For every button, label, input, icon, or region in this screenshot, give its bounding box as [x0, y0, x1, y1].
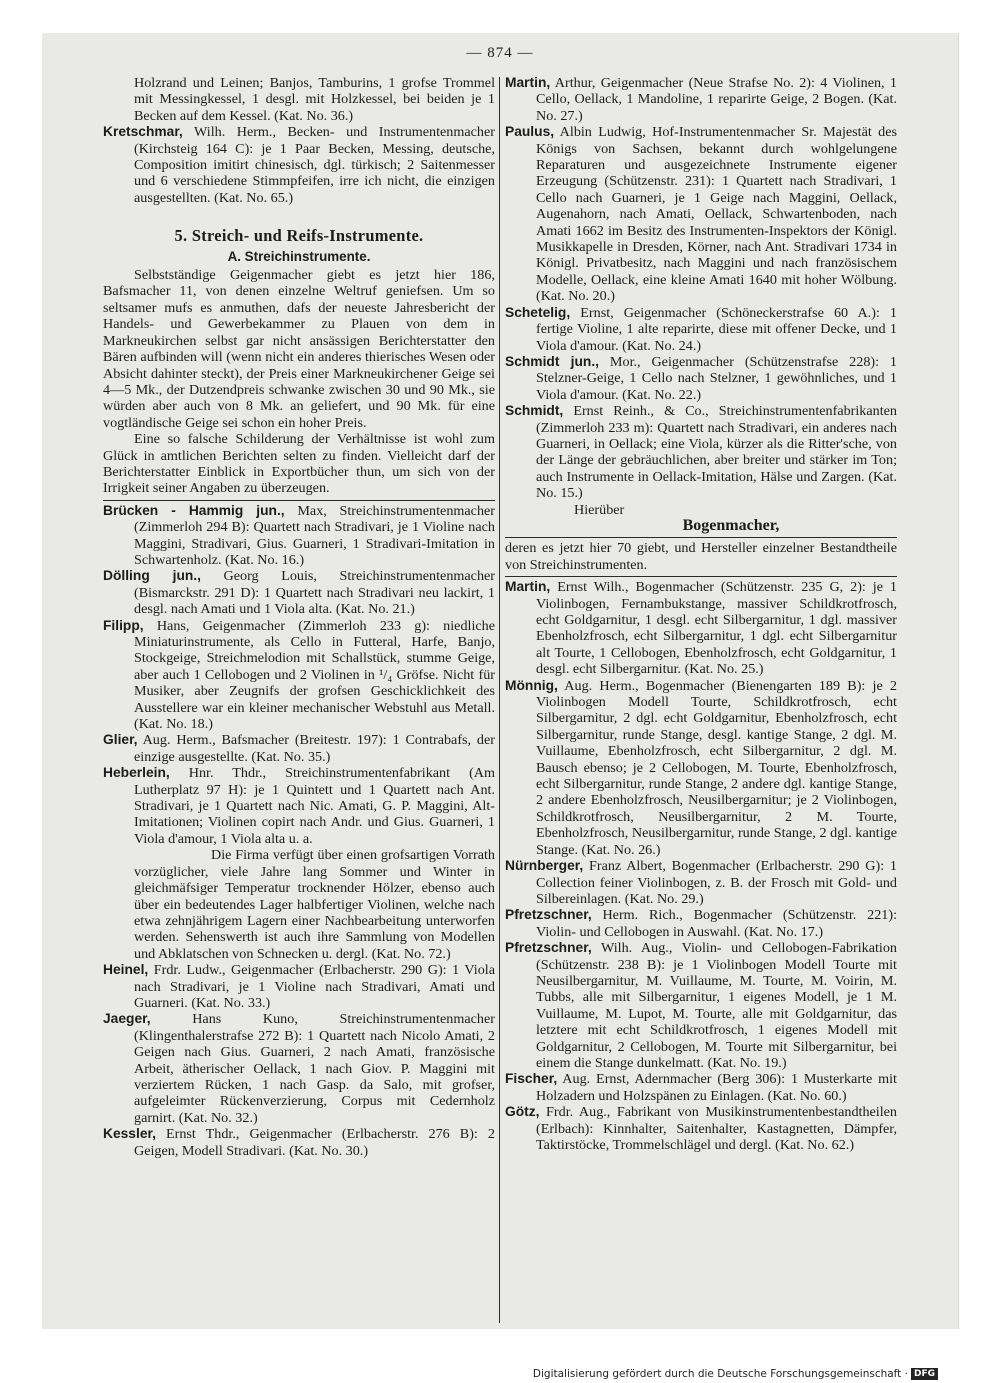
exhibitor-text: Mor., Geigenmacher (Schützenstrafse 228): 1 Stelzner-Geige, 1 Cello nach Stelzner, 1 gewöhnliches, und 1 Viola d'amour. (Kat. No. 22.) [536, 353, 898, 403]
exhibitor-text: Hnr. Thdr., Streichinstrumentenfabrikant (Am Lutherplatz 97 H): je 1 Quintett und 1 Quartett nach Ant. Stradivari, je 1 Quartett nach Nic. Amati, G. P. Maggini, Alt-Imitationen; Violinen copirt nach Andr. und Gius. Guarneri, 1 Viola d'amour, 1 Viola alta u. a. [134, 765, 495, 847]
entry [505, 858, 897, 907]
exhibitor-name: Nürnberger, [505, 858, 584, 874]
scanned-page [42, 33, 959, 1329]
dfg-logo: DFG [911, 1368, 938, 1380]
exhibitor-text: Aug. Herm., Bafsmacher (Breitestr. 197): 1 Contrabafs, der einzige ausgestellte. (Kat. No. 35.) [134, 732, 495, 765]
hieruber-text: Hierüber [574, 501, 625, 518]
exhibitor-name: Götz, [505, 1104, 540, 1120]
page-number: — 874 — [466, 45, 534, 61]
footer-credit [0, 1368, 938, 1380]
exhibitor-text: Wilh. Aug., Violin- und Cellobogen-Fabrikation (Schützenstr. 238 B): je 1 Violinbogen Modell Tourte mit Neusilbergarnitur, M. Vuillaume, M. Tourte, M. Voirin, M. Tubbs, alle mit Silbergarnitur, 1 eigenes Modell, je 1 M. Vuillaume, M. Lupot, M. Tourte, alle mit Goldgarnitur, das letztere mit echt Schildkrotfrosch, 1 eigenes Modell mit Goldgarnitur, 2 Cellobogen, M. Tourte mit Silbergarnitur, bei einem die Stange dunkelmatt. (Kat. No. 19.) [536, 940, 897, 1071]
exhibitor-name: Glier, [103, 732, 138, 748]
entry [103, 732, 495, 765]
exhibitor-text: Aug. Ernst, Adernmacher (Berg 306): 1 Musterkarte mit Holzadern und Holzspänen zu Einlagen. (Kat. No. 60.) [536, 1071, 897, 1104]
rule [103, 500, 495, 501]
intro-text: Holzrand und Leinen; Banjos, Tamburins, 1 grofse Trommel mit Messingkessel, 1 desgl. mit Holzkessel, bei beiden je 1 Becken auf dem Kessel. (Kat. No. 36.) [134, 75, 495, 124]
exhibitor-text: Arthur, Geigenmacher (Neue Strafse No. 2): 4 Violinen, 1 Cello, Oellack, 1 Mandoline, 1 reparirte Geige, 2 Bogen. (Kat. No. 27.) [536, 75, 897, 124]
exhibitor-name: Pfretzschner, [505, 907, 592, 923]
exhibitor-text: Ernst Thdr., Geigenmacher (Erlbacherstr. 276 B): 2 Geigen, Modell Stradivari. (Kat. No. 30.) [134, 1126, 495, 1159]
exhibitor-name: Schmidt jun., [505, 353, 599, 369]
exhibitor-text: Wilh. Herm., Becken- und Instrumentenmacher (Kirchsteig 164 C): je 1 Paar Becken, Messing, deutsche, Composition imitirt chinesisch, dgl. türkisch; 2 Saitenmesser und 6 verschiedene Stimmpfeifen, irre ich nicht, die einzigen ausgestellten. (Kat. No. 65.) [134, 124, 495, 206]
section-title: 5. Streich- und Reifs-Instrumente. [174, 226, 424, 246]
entry [505, 305, 897, 354]
exhibitor-name: Mönnig, [505, 677, 558, 693]
entry [505, 124, 897, 304]
bogenmacher-intro: deren es jetzt hier 70 giebt, und Hersteller einzelner Bestandtheile von Streichinstrumenten. [505, 540, 897, 573]
left-column [103, 75, 495, 1159]
entry-kretschmar [103, 124, 495, 206]
exhibitor-name: Jaeger, [103, 1011, 151, 1027]
exhibitor-text: Herm. Rich., Bogenmacher (Schützenstr. 221): Violin- und Cellobogen in Auswahl. (Kat. No. 17.) [536, 907, 897, 940]
footer-text: Digitalisierung gefördert durch die Deutsche Forschungsgemeinschaft · [532, 1368, 908, 1380]
exhibitor-text: Hans, Geigenmacher (Zimmerloh 233 g): niedliche Miniaturinstrumente, als Cello in Futteral, Harfe, Banjo, Stockgeige, Streichmelodion mit Schallstück, stumme Geige, aber auch 1 Cellobogen und 2 Violinen in ¹/₄ Gröfse. Nicht für Musiker, aber Zeugnifs der grofsen Geschicklichkeit des Ausstellere war ein kleiner mechanischer Webstuhl aus Metall. (Kat. No. 18.) [134, 617, 495, 733]
exhibitor-name: Martin, [505, 579, 551, 595]
entry [505, 354, 897, 403]
entry [505, 907, 897, 940]
entry [103, 568, 495, 617]
entry [103, 765, 495, 847]
exhibitor-name: Dölling jun., [103, 568, 201, 584]
column-divider [499, 77, 500, 1323]
exhibitor-text: Albin Ludwig, Hof-Instrumentenmacher Sr. Majestät des Königs von Sachsen, bekannt durch wohlgelungene Reparaturen und ausgezeichnete Instrumente eigener Erzeugung (Schützenstr. 231): 1 Quartett nach Stradivari, 1 Cello nach Guarneri, je 1 Geige nach Maggini, Oellack, Augenahorn, nach Amati, Oellack, Schwartenboden, nach Amati 1662 im Besitz des Instrumenten-Inspektors der Königl. Musikkapelle in Dresden, Körner, nach Ant. Stradivari 1734 in Königl. Privatbesitz, nach Maggini und nach französischem Modelle, Oellack, eine kleine Amati 1640 mit hoher Wölbung. (Kat. No. 20.) [536, 124, 897, 305]
exhibitor-name: Brücken - Hammig jun., [103, 502, 285, 518]
entry [505, 1071, 897, 1104]
entry [505, 678, 897, 858]
exhibitor-text: Ernst, Geigenmacher (Schöneckerstrafse 60 A.): 1 fertige Violine, 1 alte reparirte, diese mit offener Decke, und 1 Viola d'amour. (Kat. No. 24.) [536, 304, 897, 354]
exhibitor-text: Frdr. Aug., Fabrikant von Musikinstrumentenbestandtheilen (Erlbach): Kinnhalter, Saitenhalter, Kastagnetten, Dämpfer, Taktirstöcke, Trommelschlägel und dergl. (Kat. No. 62.) [536, 1104, 897, 1153]
exhibitor-name: Fischer, [505, 1071, 558, 1087]
exhibitor-name: Schetelig, [505, 304, 571, 320]
heberlein-note: Die Firma verfügt über einen grofsartigen Vorrath vorzüglicher, viele Jahre lang Sommer und Winter in gleichmäfsiger Temperatur trocknender Hölzer, ebenso auch über ein bedeutendes Lager halbfertiger Violinen, welche nach etwa zehnjährigem Lagern einer Nachbearbeitung unterworfen werden. Sehenswerth ist auch ihre Sammlung von Modellen und Abklatschen von Schnecken u. dergl. (Kat. No. 72.) [134, 847, 495, 962]
entry [505, 940, 897, 1071]
exhibitor-text: Georg Louis, Streichinstrumentenmacher (Bismarckstr. 291 D): 1 Quartett nach Stradivari neu lackirt, 1 desgl. nach Amati und 1 Viola alta. (Kat. No. 21.) [134, 568, 495, 618]
entry [103, 1011, 495, 1126]
entry [505, 75, 897, 124]
paragraph: Selbstständige Geigenmacher giebt es jetzt hier 186, Bafsmacher 11, von denen einzelne Weltruf geniefsen. Um so seltsamer mufs es anmuthen, dafs der neueste Jahresbericht der Handels- und Gewerbekammer zu Plauen von dem in Markneukirchen selbst gar nicht ansässigen Berichterstatter den Bären aufbinden will (wenn nicht ein anderes thierisches Wesen oder Absicht dahinter steckt), der Preis einer Markneukirchener Geige sei 4—5 Mk., der Dutzendpreis schwanke zwischen 30 und 90 Mk., sie würden aber auch von 8 Mk. an geliefert, und 90 Mk. für eine vogtländische Geige sei schon ein hoher Preis. [103, 267, 495, 431]
right-column [505, 75, 897, 1153]
entry [505, 579, 897, 677]
rule [505, 537, 897, 538]
exhibitor-name: Martin, [505, 75, 551, 90]
exhibitor-name: Heberlein, [103, 765, 170, 781]
exhibitor-text: Max, Streichinstrumentenmacher (Zimmerloh 294 B): Quartett nach Stradivari, je 1 Violine nach Maggini, Stradivari, Gius. Guarneri, 1 Stradivari-Imitation in Schwartenholz. (Kat. No. 16.) [134, 502, 496, 568]
entry [103, 962, 495, 1011]
exhibitor-name: Kretschmar, [103, 124, 183, 140]
entry [505, 1104, 897, 1153]
entry [103, 618, 495, 733]
entry [103, 1126, 495, 1159]
exhibitor-name: Kessler, [103, 1126, 156, 1142]
exhibitor-text: Ernst Reinh., & Co., Streichinstrumentenfabrikanten (Zimmerloh 233 m): Quartett nach Stradivari, ein anderes nach Guarneri, in Oellack; eine Viola, kürzer als die Ritter'sche, von der Länge der gebräuchlichen, aber breiter und stärker im Ton; auch Instrumente in Oellack-Imitation, Hälse und Zargen. (Kat. No. 15.) [536, 403, 897, 502]
exhibitor-name: Filipp, [103, 617, 144, 633]
exhibitor-text: Aug. Herm., Bogenmacher (Bienengarten 189 B): je 2 Violinbogen Modell Tourte, Schildkrotfrosch, echt Silbergarnitur, 2 dgl. echt Goldgarnitur, Ebenholzfrosch, echt Silbergarnitur, runde Stange, desgl. kantige Stange, 2 dgl. M. Vuillaume, Ebenholzfrosch, echt Silbergarnitur, 2 dgl. M. Bausch ebenso; je 2 Cellobogen, M. Tourte, Ebenholzfrosch, echt Silbergarnitur, runde Stange, 2 andere dgl. kantige Stange, 2 andere Ebenholzfrosch, Neusilbergarnitur; je 2 Violinbogen, Schildkrotfrosch, Neusilbergarnitur, 2 M. Tourte, Ebenholzfrosch, Neusilbergarnitur, runde Stange, 2 dgl. kantige Stange. (Kat. No. 26.) [536, 677, 897, 858]
entry [103, 503, 495, 569]
exhibitor-text: Hans Kuno, Streichinstrumentenmacher (Klingenthalerstrafse 272 B): 1 Quartett nach Nicolo Amati, 2 Geigen nach Gius. Guarneri, 2 nach Amati, französische Arbeit, ätherischer Oellack, 1 nach Giov. P. Maggini mit verziertem Rücken, 1 nach Gasp. da Salo, mit grofser, aufgeleimter Rückenverzierung, Corpus mit Cedernholz garnirt. (Kat. No. 32.) [134, 1011, 495, 1126]
bogenmacher-heading: Bogenmacher, [682, 516, 780, 534]
subsection-title: A. Streichinstrumente. [227, 248, 371, 264]
rule [505, 576, 897, 577]
exhibitor-name: Schmidt, [505, 403, 564, 419]
exhibitor-name: Heinel, [103, 962, 149, 978]
paragraph: Eine so falsche Schilderung der Verhältnisse ist wohl zum Glück in amtlichen Berichten selten zu finden. Vielleicht darf der Berichterstatter Einblick in Exportbücher thun, um sich von der Irrigkeit seiner Angaben zu überzeugen. [103, 431, 495, 497]
exhibitor-name: Pfretzschner, [505, 940, 592, 956]
entry [505, 403, 897, 501]
exhibitor-text: Frdr. Ludw., Geigenmacher (Erlbacherstr. 290 G): 1 Viola nach Stradivari, je 1 Violine nach Stradivari, Amati und Guarneri. (Kat. No. 33.) [134, 962, 495, 1011]
exhibitor-text: Franz Albert, Bogenmacher (Erlbacherstr. 290 G): 1 Collection feiner Violinbogen, z. B. der Frosch mit Gold- und Silbereinlagen. (Kat. No. 29.) [536, 858, 897, 907]
exhibitor-name: Paulus, [505, 124, 555, 140]
exhibitor-text: Ernst Wilh., Bogenmacher (Schützenstr. 235 G, 2): je 1 Violinbogen, Fernambukstange, massiver Schildkrotfrosch, echt Goldgarnitur, 1 desgl. echt Silbergarnitur, 1 dgl. massiver Ebenholzfrosch, echt Silbergarnitur, 1 dgl. echt Silbergarnitur alt Tourte, 1 Cellobogen, Ebenholzfrosch, echt Goldgarnitur, 1 desgl. echt Silbergarnitur. (Kat. No. 25.) [536, 579, 897, 678]
